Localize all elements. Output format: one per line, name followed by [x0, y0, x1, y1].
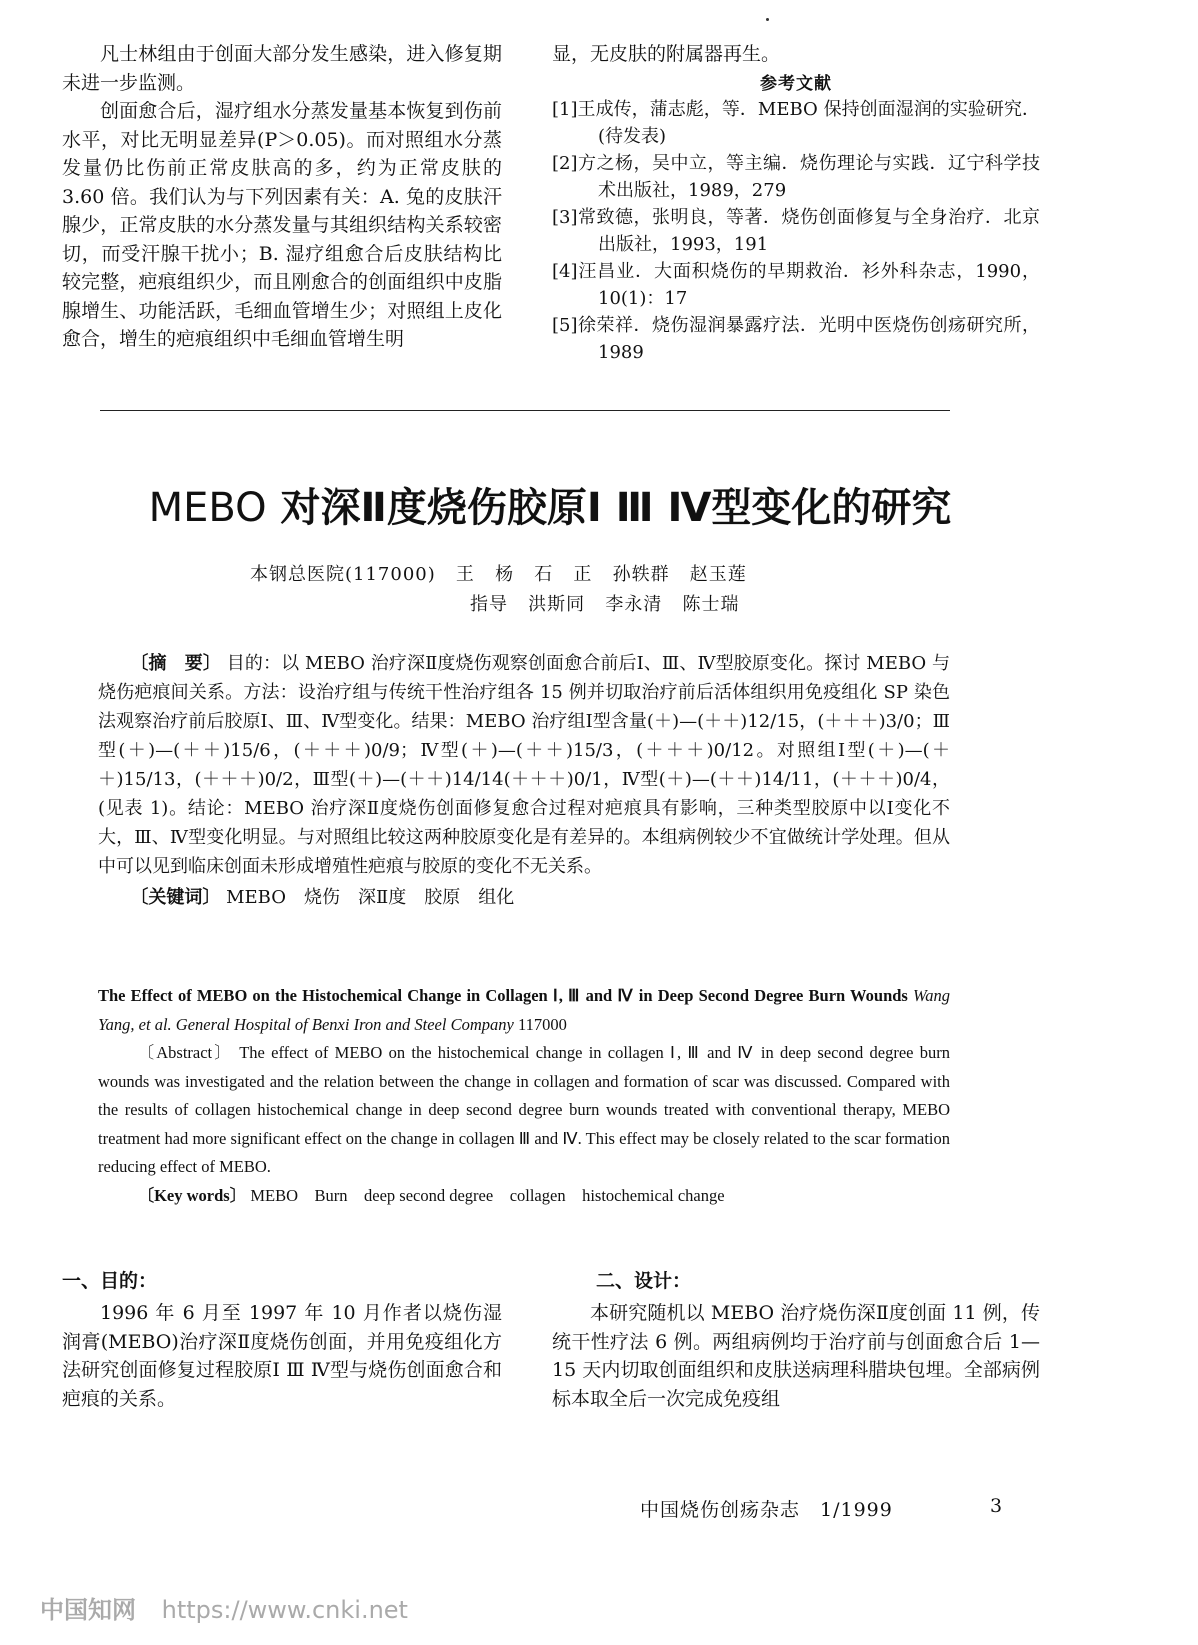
keywords-paragraph [98, 883, 950, 912]
english-zip: 117000 [513, 1014, 567, 1034]
title-prefix: MEBO [148, 485, 267, 531]
section-2-body [552, 1299, 1040, 1413]
references-list [552, 96, 1040, 366]
section-2-heading: 二、设计： [596, 1270, 692, 1292]
english-abstract-label: 〔Abstract〕 [137, 1043, 233, 1062]
references-heading: 参考文献 [760, 73, 832, 94]
chinese-abstract [98, 649, 950, 912]
prev-article-right-column [552, 40, 1040, 366]
keywords-label: 〔关键词〕 [130, 887, 221, 908]
cnki-watermark [40, 1590, 408, 1625]
reference-item: [1]王成传，蒲志彪，等．MEBO 保持创面湿润的实验研究．(待发表) [552, 98, 1040, 147]
english-abstract [98, 982, 950, 1210]
english-keywords-text: MEBO Burn deep second degree collagen histochemical change [246, 1185, 725, 1205]
abstract-label: 〔摘 要〕 [130, 653, 221, 674]
section-1-heading: 一、目的： [62, 1270, 158, 1292]
english-keywords-paragraph [98, 1182, 950, 1211]
prev-continuation: 显，无皮肤的附属器再生。 [552, 43, 781, 65]
prev-paragraph-1: 凡士林组由于创面大部分发生感染，进入修复期未进一步监测。 [62, 43, 502, 94]
section-1-text: 1996 年 6 月至 1997 年 10 月作者以烧伤湿润膏(MEBO)治疗深Ⅱ度烧伤创面，并用免疫组化方法研究创面修复过程胶原Ⅰ Ⅲ Ⅳ型与烧伤创面愈合和疤痕的关系。 [62, 1302, 502, 1410]
section-1 [62, 1266, 502, 1413]
journal-footer: 中国烧伤创疡杂志 1/1999 [640, 1499, 893, 1521]
english-abstract-text: The effect of MEBO on the histochemical change in collagen Ⅰ, Ⅲ and Ⅳ in deep second degree burn wounds was investigated and the relation between the change in collagen and formation of scar was discussed. Compared with the results of collagen histochemical change in deep second degree burn wounds treated with conventional therapy, MEBO treatment had more significant effect on the change in collagen Ⅲ and Ⅳ. This effect may be closely related to the scar formation reducing effect of MEBO. [98, 1043, 950, 1176]
english-title-paragraph [98, 982, 950, 1039]
english-abstract-paragraph [98, 1039, 950, 1182]
abstract-text: 目的：以 MEBO 治疗深Ⅱ度烧伤观察创面愈合前后Ⅰ、Ⅲ、Ⅳ型胶原变化。探讨 MEBO 与烧伤疤痕间关系。方法：设治疗组与传统干性治疗组各 15 例并切取治疗前后活体组织用免疫组化 SP 染色法观察治疗前后胶原Ⅰ、Ⅲ、Ⅳ型变化。结果：MEBO 治疗组Ⅰ型含量(＋)—(＋＋)12/15，(＋＋＋)3/0；Ⅲ型(＋)—(＋＋)15/6，(＋＋＋)0/9；Ⅳ型(＋)—(＋＋)15/3，(＋＋＋)0/12。对照组Ⅰ型(＋)—(＋＋)15/13，(＋＋＋)0/2，Ⅲ型(＋)—(＋＋)14/14(＋＋＋)0/1，Ⅳ型(＋)—(＋＋)14/11，(＋＋＋)0/4，(见表 1)。结论：MEBO 治疗深Ⅱ度烧伤创面修复愈合过程对疤痕具有影响，三种类型胶原中以Ⅰ变化不大，Ⅲ、Ⅳ型变化明显。与对照组比较这两种胶原变化是有差异的。本组病例较少不宜做统计学处理。但从中可以见到临床创面未形成增殖性疤痕与胶原的变化不无关系。 [98, 653, 950, 877]
section-1-body [62, 1299, 502, 1413]
section-2 [552, 1266, 1040, 1413]
reference-item: [2]方之杨，吴中立，等主编．烧伤理论与实践．辽宁科学技术出版社，1989，279 [552, 152, 1040, 201]
affiliation-line-1: 本钢总医院(117000) 王 杨 石 正 孙轶群 赵玉莲 [250, 564, 747, 585]
reference-item: [3]常致德，张明良，等著．烧伤创面修复与全身治疗．北京出版社，1993，191 [552, 206, 1040, 255]
section-2-text: 本研究随机以 MEBO 治疗烧伤深Ⅱ度创面 11 例，传统干性疗法 6 例。两组病例均于治疗前与创面愈合后 1—15 天内切取创面组织和皮肤送病理科腊块包埋。全部病例标本取全后一次完成免疫组 [552, 1302, 1040, 1410]
english-keywords-label: 〔Key words〕 [137, 1185, 247, 1205]
watermark-url: https://www.cnki.net [161, 1596, 408, 1624]
title-rest: 对深Ⅱ度烧伤胶原Ⅰ Ⅲ Ⅳ型变化的研究 [266, 485, 952, 531]
scan-dot [766, 18, 769, 21]
prev-article-left-column [62, 40, 502, 354]
affiliation-line-2: 指导 洪斯同 李永清 陈士瑞 [470, 594, 740, 615]
page-number: 3 [990, 1495, 1004, 1517]
english-authors: Wang Yang, et al. General Hospital of Benxi Iron and Steel Company [98, 986, 950, 1034]
abstract-paragraph [98, 649, 950, 881]
english-title: The Effect of MEBO on the Histochemical Change in Collagen Ⅰ, Ⅲ and Ⅳ in Deep Second Degree Burn Wounds [98, 986, 908, 1005]
reference-item: [4]汪昌业．大面积烧伤的早期救治．衫外科杂志，1990，10(1)：17 [552, 260, 1040, 309]
keywords-text: MEBO 烧伤 深Ⅱ度 胶原 组化 [220, 887, 515, 908]
article-title [50, 476, 1050, 533]
reference-item: [5]徐荣祥．烧伤湿润暴露疗法．光明中医烧伤创疡研究所，1989 [552, 314, 1040, 363]
prev-paragraph-2: 创面愈合后，湿疗组水分蒸发量基本恢复到伤前水平，对比无明显差异(P＞0.05)。而对照组水分蒸发量仍比伤前正常皮肤高的多，约为正常皮肤的 3.60 倍。我们认为与下列因素有关：A. 兔的皮肤汗腺少，正常皮肤的水分蒸发量与其组织结构关系较密切，而受汗腺干扰小；B. 湿疗组愈合后皮肤结构比较完整，疤痕组织少，而且刚愈合的创面组织中皮脂腺增生、功能活跃，毛细血管增生少；对照组上皮化愈合，增生的疤痕组织中毛细血管增生明 [62, 100, 502, 350]
watermark-site-name: 中国知网 [40, 1596, 136, 1624]
article-separator [100, 410, 950, 411]
